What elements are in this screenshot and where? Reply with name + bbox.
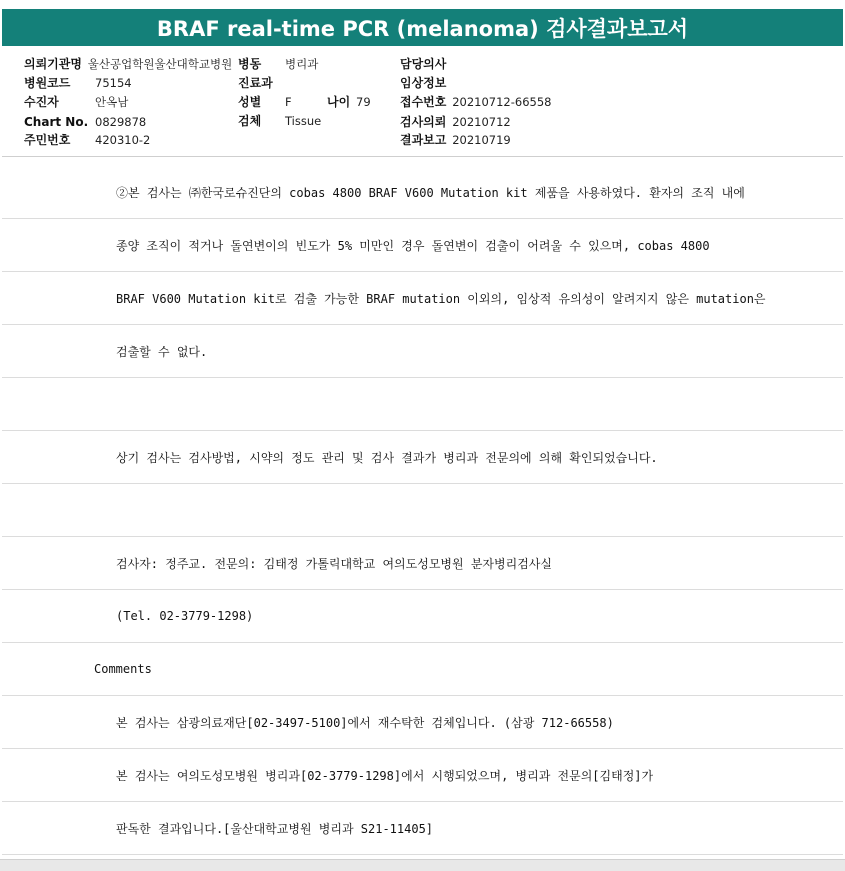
field-label: 나이 <box>327 95 351 109</box>
report-line <box>2 537 843 590</box>
patient-name-value <box>95 94 128 110</box>
line-text: 검사자: 정주교. 전문의: 김태정 가톨릭대학교 여의도성모병원 분자병리검사실 <box>116 556 552 571</box>
hospital-code-value <box>95 75 132 91</box>
resident-no-field <box>24 132 70 148</box>
field-label: Chart No. <box>24 115 89 129</box>
report-title: BRAF real-time PCR (melanoma) 검사결과보고서 <box>2 9 843 46</box>
report-date-field <box>400 132 511 148</box>
line-text: BRAF V600 Mutation kit로 검출 가능한 BRAF mutation 이외의, 임상적 유의성이 알려지지 않은 mutation은 <box>116 291 766 306</box>
report-body <box>2 166 843 861</box>
ward-field <box>238 56 261 72</box>
line-text: 본 검사는 삼광의료재단[02-3497-5100]에서 재수탁한 검체입니다. (삼광 712-66558) <box>116 715 614 730</box>
specimen-field <box>238 113 261 129</box>
field-label: 주민번호 <box>24 133 71 147</box>
patient-info-header <box>2 50 843 157</box>
line-text: 판독한 결과입니다.[울산대학교병원 병리과 S21-11405] <box>116 821 434 836</box>
report-line <box>2 431 843 484</box>
field-value: 75154 <box>95 76 132 90</box>
report-line <box>2 219 843 272</box>
bottom-scroll-strip <box>0 859 845 871</box>
attending-physician-field <box>400 56 446 72</box>
field-value: 0829878 <box>95 115 147 129</box>
field-value: 울산공업학원울산대학교병원 <box>87 57 233 71</box>
comments-heading: Comments <box>94 662 152 676</box>
line-text: (Tel. 02-3779-1298) <box>116 609 254 623</box>
line-text: 상기 검사는 검사방법, 시약의 정도 관리 및 검사 결과가 병리과 전문의에 의해 확인되었습니다. <box>116 450 658 465</box>
report-line <box>2 378 843 431</box>
chart-no-value <box>95 114 146 130</box>
field-label: 검체 <box>238 114 262 128</box>
field-label: 병원코드 <box>24 76 71 90</box>
field-value: 병리과 <box>285 57 319 71</box>
age-field <box>327 94 371 110</box>
chart-no-field <box>24 114 88 130</box>
field-label: 수진자 <box>24 95 59 109</box>
field-label: 의뢰기관명 <box>24 57 82 71</box>
report-line <box>2 749 843 802</box>
sex-field <box>238 94 261 110</box>
request-date-field <box>400 114 511 130</box>
report-line <box>2 484 843 537</box>
field-label: 임상정보 <box>400 76 447 90</box>
resident-no-value <box>95 132 150 148</box>
field-value: 20210719 <box>452 133 511 147</box>
receipt-no-field <box>400 94 551 110</box>
field-label: 검사의뢰 <box>400 115 447 129</box>
report-line <box>2 325 843 378</box>
hospital-code-field <box>24 75 70 91</box>
line-text: 본 검사는 여의도성모병원 병리과[02-3779-1298]에서 시행되었으며, 병리과 전문의[김태정]가 <box>116 768 654 783</box>
report-line <box>2 696 843 749</box>
line-text: ②본 검사는 ㈜한국로슈진단의 cobas 4800 BRAF V600 Mutation kit 제품을 사용하였다. 환자의 조직 내에 <box>116 185 745 200</box>
comments-heading-row <box>2 643 843 696</box>
field-label: 성별 <box>238 95 262 109</box>
field-label: 결과보고 <box>400 133 447 147</box>
clinical-info-field <box>400 75 446 91</box>
report-line <box>2 272 843 325</box>
requesting-institution-field <box>24 56 232 72</box>
line-text: 검출할 수 없다. <box>116 344 208 359</box>
department-field <box>238 75 273 91</box>
field-value: 안옥남 <box>95 95 129 109</box>
report-line <box>2 166 843 219</box>
field-label: 진료과 <box>238 76 273 90</box>
field-label: 병동 <box>238 57 262 71</box>
specimen-value <box>285 113 321 129</box>
field-value: F <box>285 95 292 109</box>
field-value: Tissue <box>285 114 322 128</box>
patient-name-field <box>24 94 59 110</box>
field-value: 20210712-66558 <box>452 95 552 109</box>
field-value: 20210712 <box>452 115 511 129</box>
field-label: 담당의사 <box>400 57 447 71</box>
report-line <box>2 802 843 855</box>
line-text: 종양 조직이 적거나 돌연변이의 빈도가 5% 미만인 경우 돌연변이 검출이 어려울 수 있으며, cobas 4800 <box>116 238 710 253</box>
field-value: 79 <box>356 95 371 109</box>
ward-value <box>285 56 318 72</box>
field-value: 420310-2 <box>95 133 151 147</box>
field-label: 접수번호 <box>400 95 447 109</box>
sex-value <box>285 94 292 110</box>
report-line <box>2 590 843 643</box>
